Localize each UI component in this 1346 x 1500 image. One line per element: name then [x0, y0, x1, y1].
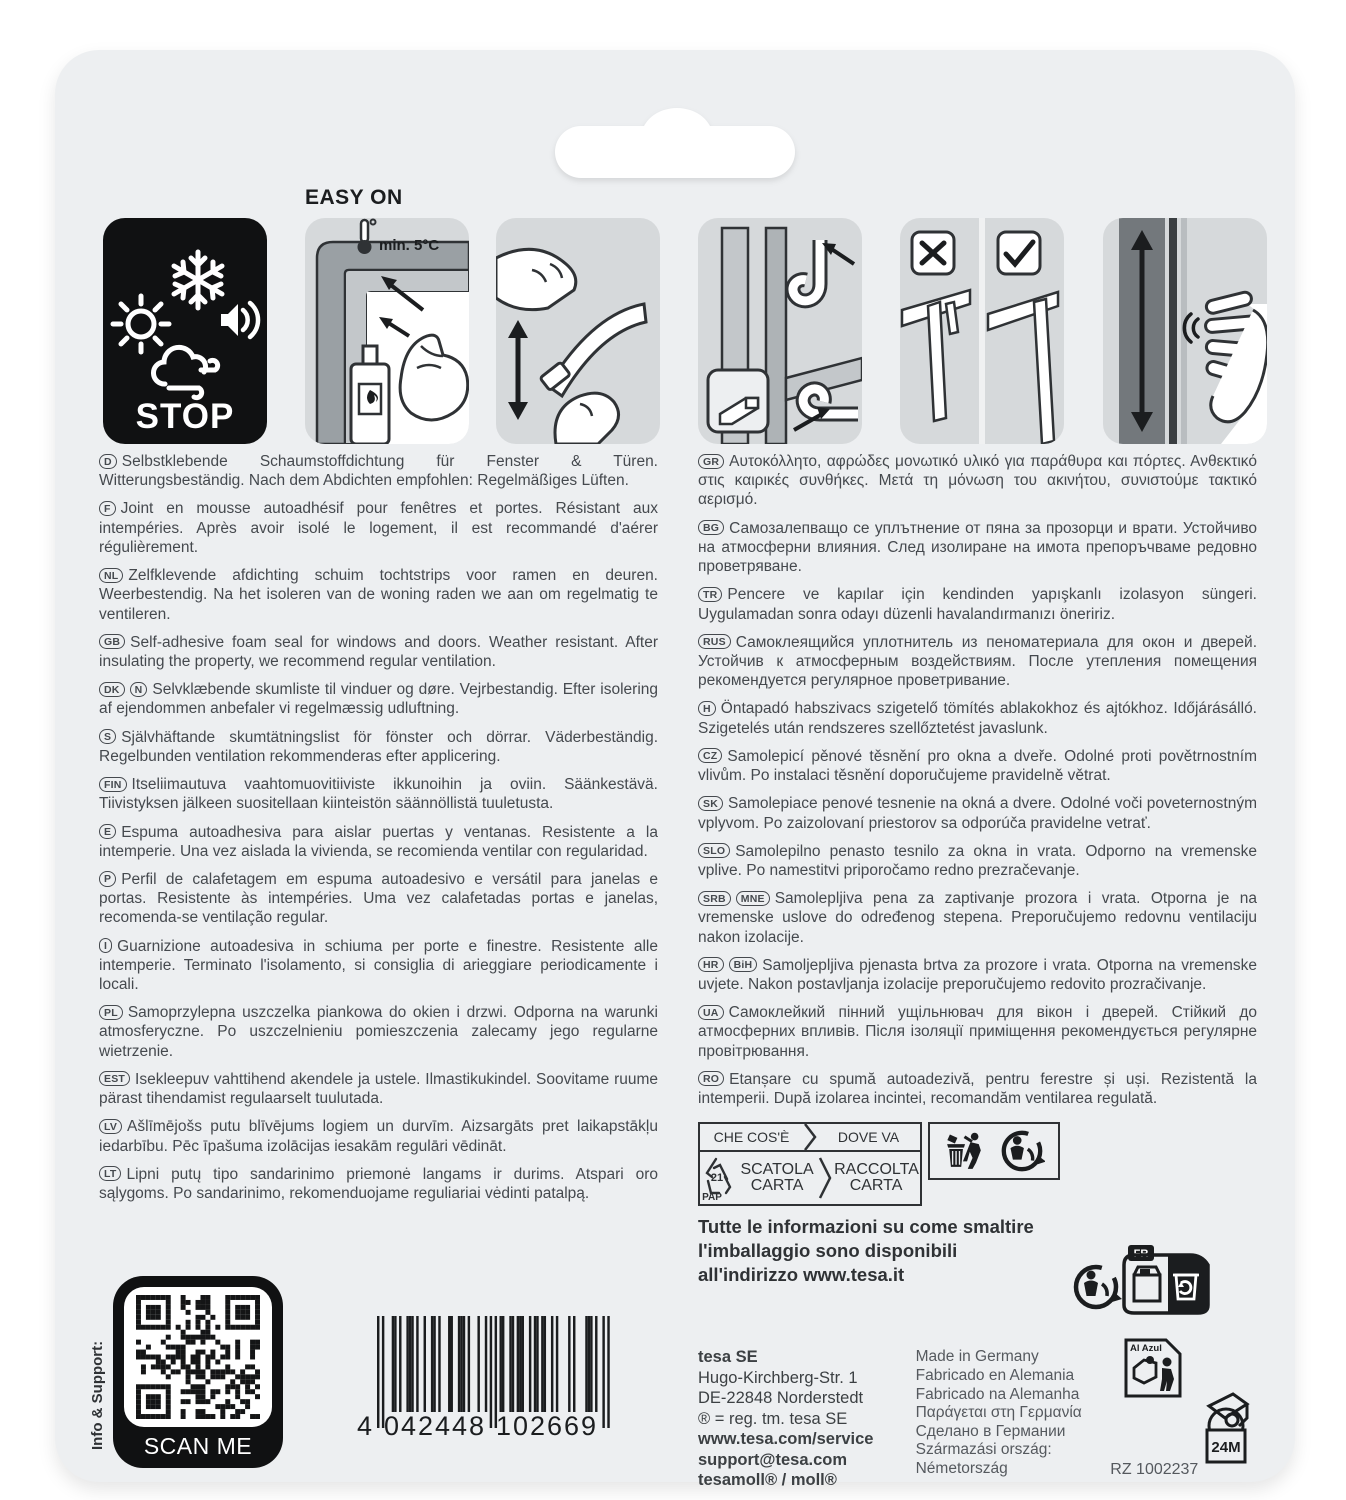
- package-icon: [1134, 1267, 1160, 1301]
- chevron-divider-icon: [803, 1124, 817, 1150]
- language-code-badge: PL: [99, 1005, 123, 1020]
- made-in-line: Származási ország:: [915, 1441, 1052, 1459]
- tidyman-litter-icon: [943, 1129, 987, 1173]
- disposal-what-header: CHE COS'È: [713, 1129, 790, 1145]
- language-code-badge: UA: [698, 1005, 724, 1020]
- language-code-badges: [698, 520, 729, 537]
- triman-and-fr-bin-icon: [1072, 1243, 1222, 1325]
- disposal-where-value: RACCOLTA CARTA: [834, 1160, 919, 1195]
- upper-hand-icon: [496, 249, 576, 309]
- address-line: support@tesa.com: [698, 1450, 848, 1469]
- language-code-badges: [99, 824, 121, 841]
- qr-code: [124, 1287, 272, 1427]
- language-code-badges: [99, 776, 132, 793]
- language-code-badge: N: [130, 682, 148, 697]
- language-text: Samolepljiva pena za zaptivanje prozora i vrata. Otporna je na vremenske uslove do određenog stepena. Preporučujemo redovnu ventilaciju nakon izolacije.: [698, 890, 1257, 946]
- checking-hand-icon: [1205, 291, 1267, 444]
- language-paragraph: [99, 452, 658, 490]
- made-in-line: Made in Germany: [915, 1348, 1039, 1366]
- language-paragraph: [99, 566, 658, 624]
- language-code-badge: BiH: [729, 957, 758, 972]
- language-code-badges: [698, 957, 762, 974]
- rz-registration-number: RZ 1002237: [1110, 1461, 1199, 1479]
- language-code-badges: [698, 843, 735, 860]
- language-code-badge: DK: [99, 682, 125, 697]
- language-code-badge: TR: [698, 587, 722, 602]
- language-code-badges: [698, 1004, 729, 1021]
- language-code-badge: D: [99, 454, 117, 469]
- seal-loop-top: [793, 240, 820, 301]
- right-side: [988, 232, 1058, 444]
- language-code-badge: SRB: [698, 891, 731, 906]
- language-paragraph: [99, 823, 658, 861]
- language-code-badge: LV: [99, 1119, 122, 1134]
- wind-cloud-icon: [153, 347, 217, 397]
- language-text: Etanșare cu spumă autoadezivă, pentru ferestre și uși. Rezistentă la intemperii. După izolarea incintei, recomandăm ventilarea regulată.: [698, 1070, 1257, 1108]
- language-paragraph: [698, 633, 1257, 691]
- language-paragraph: [698, 585, 1257, 623]
- language-text: Samoljepljiva pjenasta brtva za prozore i vrata. Otporna na vremenske uvjete. Nakon postavljanja izolacije preporučujemo redovito prozračivanje.: [698, 956, 1257, 994]
- language-code-badges: [99, 634, 130, 651]
- language-code-badge: MNE: [736, 891, 770, 906]
- language-code-badge: I: [99, 938, 112, 953]
- language-paragraph: [99, 499, 658, 557]
- step2-pictogram: [496, 218, 660, 444]
- language-text: Isekleepuv vahttihend akendele ja ustele. Ilmastikukindel. Soovitame ruume pärast tihendamist regulaarselt tuulutada.: [99, 1070, 658, 1108]
- shelf-life-label: 24M: [1211, 1439, 1241, 1457]
- qr-code-badge: [113, 1276, 283, 1468]
- manufacturer-footer: [698, 1343, 1257, 1491]
- made-in-line: Παράγεται στη Γερμανία: [915, 1404, 1082, 1422]
- disposal-icons-box: [928, 1122, 1060, 1180]
- language-code-badge: EST: [99, 1071, 130, 1086]
- chevron-divider-icon: [818, 1152, 832, 1204]
- box-and-person-icon: [1134, 1356, 1174, 1391]
- language-paragraph: [99, 728, 658, 766]
- language-code-badges: [99, 938, 117, 955]
- language-text: Self-adhesive foam seal for windows and doors. Weather resistant. After insulating the property, we recommend regular ventilation.: [99, 633, 658, 670]
- disposal-what-value: SCATOLA CARTA: [740, 1160, 814, 1195]
- language-code-badges: [698, 795, 728, 812]
- triman-fr-icons: [1072, 1243, 1222, 1330]
- clean-frame-above-5c-icon: [305, 218, 469, 444]
- language-code-badge: SLO: [698, 843, 730, 858]
- language-text: Самоклеящийся уплотнитель из пеноматериала для окон и дверей. Устойчив к атмосферным воздействиям. После утепления помещения рекомендуется регулярное проветривание.: [698, 633, 1257, 690]
- euro-hang-hole: [555, 108, 795, 178]
- lower-hand-icon: [555, 393, 619, 444]
- language-code-badges: [698, 634, 736, 651]
- language-text: Samoprzylepna uszczelka piankowa do okien i drzwi. Odporna na warunki atmosferyczne. Po uszczelnieniu pomieszczenia zalecamy jego regularne wietrzenie.: [99, 1004, 658, 1060]
- language-code-badge: RO: [698, 1071, 724, 1086]
- language-code-badge: FIN: [99, 777, 127, 792]
- language-paragraph: [698, 747, 1257, 785]
- language-paragraph: [99, 1070, 658, 1108]
- language-text: Самозалепващо се уплътнение от пяна за прозорци и врати. Устойчиво на атмосферни влияния. След изолиране на имота препоръчваме редовно проветряване.: [698, 519, 1257, 576]
- language-text: Selvklæbende skumliste til vinduer og døre. Vejrbestandig. Efter isolering af ejendommen anbefaler vi regelmæssig udluftning.: [99, 681, 658, 718]
- language-paragraph: [698, 842, 1257, 880]
- address-line: Hugo-Kirchberg-Str. 1: [698, 1368, 858, 1387]
- certification-marks: [1110, 1343, 1257, 1483]
- language-code-badges: [698, 700, 721, 717]
- language-code-badge: S: [99, 729, 116, 744]
- address-line: ® = reg. tm. tesa SE: [698, 1409, 848, 1428]
- ean-barcode: [357, 1316, 617, 1442]
- language-text: Samolepiace penové tesnenie na okná a dvere. Odolné voči poveternostným vplyvom. Po zaizolovaní priestorov sa odporúča pravidelne vetrať.: [698, 795, 1257, 832]
- language-paragraph: [698, 1003, 1257, 1061]
- language-code-badge: HR: [698, 957, 724, 972]
- language-text: Joint en mousse autoadhésif pour fenêtres et portes. Résistant aux intempéries. Après avoir isolé le logement, il est recommandé d'aérer régulièrement.: [99, 500, 658, 556]
- language-code-badge: RUS: [698, 634, 731, 649]
- manufacturer-address: [698, 1348, 916, 1491]
- fr-label: FR: [1133, 1248, 1149, 1261]
- language-text: Guarnizione autoadesiva in schiuma per porte e finestre. Resistente alle intemperie. Terminato l'isolamento, si consiglia di arieggiare periodicamente i locali.: [99, 937, 658, 994]
- language-text: Lipni putų tipo sandarinimo priemonė langams ir durims. Atspari oro sąlygoms. Po sandarinimo, rekomenduojame reguliariai vėdinti patalpą.: [99, 1165, 658, 1202]
- language-code-badge: GB: [99, 634, 125, 649]
- disposal-note: Tutte le informazioni su come smaltire l'imballaggio sono disponibili all'indirizzo www.tesa.it: [698, 1216, 1034, 1286]
- stop-icons: [103, 218, 267, 444]
- noise-speaker-icon: [221, 303, 258, 337]
- material-abbr: PAP: [702, 1192, 722, 1202]
- language-code-badges: [99, 681, 152, 698]
- address-line: tesa SE: [698, 1348, 758, 1367]
- language-code-badges: [99, 567, 128, 584]
- min-temp-label: min. 5°C: [379, 237, 440, 254]
- language-text: Samolepilno penasto tesnilo za okna in vrata. Odporno na vremenske vplive. Po namestitvi priporočamo redno prezračevanje.: [698, 842, 1257, 879]
- shelf-life-roll-box-icon: [1199, 1386, 1257, 1466]
- foam-cross-section-inset: [708, 370, 768, 432]
- language-paragraph: [698, 889, 1257, 947]
- language-paragraph: [99, 680, 658, 718]
- language-code-badge: F: [99, 501, 116, 516]
- language-text: Αυτοκόλλητο, αφρώδες μονωτικό υλικό για παράθυρα και πόρτες. Ανθεκτικό στις καιρικές συνθήκες. Μετά τη μόνωση του ακινήτου, συνιστούμε τακτικό αερισμό.: [698, 453, 1257, 509]
- recycling-person-circle-icon: [999, 1128, 1045, 1174]
- step5-pictogram: [1103, 218, 1267, 444]
- language-code-badge: GR: [698, 454, 724, 469]
- seal-loop-bottom: [803, 389, 858, 414]
- disposal-info: [698, 1122, 1257, 1491]
- language-code-badges: [99, 1118, 127, 1135]
- language-paragraph: [698, 519, 1257, 577]
- language-paragraph: [698, 956, 1257, 994]
- language-paragraph: [99, 1003, 658, 1061]
- language-code-badges: [698, 586, 727, 603]
- paper-recycling-code-icon: [700, 1155, 736, 1201]
- stretch-arrow-icon: [508, 320, 528, 420]
- language-text: Espuma autoadhesiva para aislar puertas y ventanas. Resistente a la intemperie. Una vez aislada la vivienda, se recomienda ventilar con regularidad.: [99, 823, 658, 860]
- address-line: DE-22848 Norderstedt: [698, 1389, 864, 1408]
- address-line: tesamoll® / moll®: [698, 1471, 837, 1490]
- foam-strip: [540, 304, 646, 396]
- language-code-badge: E: [99, 824, 116, 839]
- right-text-column: [698, 452, 1257, 1492]
- stretch-foam-strip-icon: [496, 218, 660, 444]
- language-text: Öntapadó habszivacs szigetelő tömítés ablakokhoz és ajtókhoz. Időjárásálló. Szigetelés után rendszeres szellőztetést javaslunk.: [698, 700, 1257, 737]
- language-code-badge: NL: [99, 568, 123, 583]
- made-in-line: Németország: [915, 1459, 1008, 1477]
- language-code-badges: [99, 1166, 126, 1183]
- triman-icon: [1076, 1267, 1122, 1307]
- barcode-digit-group: 4: [357, 1411, 373, 1441]
- language-code-badges: [698, 890, 775, 907]
- fr-packaging-bin-icon: [1124, 1245, 1208, 1313]
- language-paragraph: [698, 1070, 1257, 1108]
- language-text: Zelfklevende afdichting schuim tochtstrips voor ramen en deuren. Weerbestendig. Na het isoleren van de woning raden we aan om regelmatig te ventileren.: [99, 567, 658, 623]
- easy-on-label: EASY ON: [305, 186, 403, 209]
- address-line: www.tesa.com/service: [698, 1430, 874, 1449]
- language-text: Samolepicí pěnové těsnění pro okna a dveře. Odolné proti povětrnostním vlivům. Po instalaci těsnění doporučujeme pravidelně větrat.: [698, 747, 1257, 785]
- language-code-badge: BG: [698, 520, 724, 535]
- material-code: 21: [710, 1172, 724, 1185]
- language-text: Perfil de calafetagem em espuma autoadesivo e versátil para janelas e portas. Resistente às intempéries. Uma vez calafetadas portas e janelas, recomenda-se ventilação regular.: [99, 870, 658, 927]
- language-code-badges: [99, 500, 121, 517]
- language-paragraph: [99, 633, 658, 671]
- language-text: Selbstklebende Schaumstoffdichtung für Fenster & Türen. Witterungsbeständig. Nach dem Abdichten empfohlen: Regelmäßiges Lüften.: [99, 453, 658, 490]
- step4-pictogram: [900, 218, 1064, 444]
- scan-me-label: SCAN ME: [143, 1433, 253, 1459]
- language-code-badges: [698, 1071, 729, 1088]
- language-paragraph: [99, 937, 658, 995]
- made-in-line: Fabricado en Alemania: [915, 1366, 1075, 1384]
- barcode-digit-group: 102669: [495, 1411, 599, 1441]
- language-text: Pencere ve kapılar için kendinden yapışkanlı izolasyon süngeri. Uygulamadan sonra odayı düzenli havalandırmanızı öneririz.: [698, 586, 1257, 623]
- qr-code-pattern: [136, 1295, 260, 1419]
- language-code-badges: [99, 871, 121, 888]
- right-paragraphs: [698, 452, 1257, 1108]
- al-azul-disposal-icon: [1122, 1336, 1184, 1400]
- language-code-badges: [99, 453, 122, 470]
- language-paragraph: [99, 1165, 658, 1203]
- language-paragraph: [698, 699, 1257, 737]
- snowflake-icon: [174, 252, 222, 308]
- language-paragraph: [99, 1117, 658, 1155]
- language-code-badges: [99, 729, 121, 746]
- language-paragraph: [99, 870, 658, 928]
- language-text: Itseliimautuva vaahtomuovitiiviste ikkunoihin ja oviin. Säänkestävä. Tiivistyksen jälkeen suositellaan kiinteistön säännöllistä tuuletusta.: [99, 776, 658, 813]
- stop-label: STOP: [135, 397, 235, 436]
- packaging-card: [55, 50, 1295, 1490]
- made-in-line: Fabricado na Alemanha: [915, 1385, 1080, 1403]
- language-code-badges: [99, 1004, 128, 1021]
- language-code-badges: [99, 1071, 135, 1088]
- language-paragraph: [99, 775, 658, 813]
- apply-seal-in-frame-icon: [698, 218, 862, 444]
- language-paragraph: [698, 794, 1257, 832]
- barcode-digits: [357, 1411, 617, 1442]
- step3-pictogram: [698, 218, 862, 444]
- disposal-table: [698, 1122, 922, 1206]
- wrong-vs-right-icon: [900, 218, 1064, 444]
- check-sealed-gap-icon: [1103, 218, 1267, 444]
- barcode-digit-group: 042448: [383, 1411, 487, 1441]
- language-code-badge: P: [99, 871, 116, 886]
- language-text: Самоклейкий пінний ущільнювач для вікон і дверей. Стійкий до атмосферних впливів. Після ізоляції приміщення рекомендується регулярне провітрювання.: [698, 1004, 1257, 1060]
- disposal-where-header: DOVE VA: [837, 1129, 900, 1145]
- language-code-badge: LT: [99, 1166, 121, 1181]
- language-code-badges: [698, 453, 729, 470]
- info-support-label: Info & Support:: [89, 1340, 106, 1450]
- language-code-badge: H: [698, 701, 716, 716]
- language-code-badge: SK: [698, 796, 723, 811]
- sun-icon: [113, 296, 169, 352]
- language-text: Ašlīmējošs putu blīvējums logiem un durvīm. Aizsargāts pret laikapstākļu iedarbību. Pēc īpašuma izolācijas iesakām regulāri vēdināt.: [99, 1118, 658, 1155]
- al-azul-label: Al Azul: [1130, 1343, 1163, 1355]
- wrong-side: [902, 232, 970, 421]
- language-paragraph: [698, 452, 1257, 510]
- stop-badge: [103, 218, 267, 444]
- made-in-block: [916, 1348, 1111, 1491]
- made-in-line: Сделано в Германии: [915, 1422, 1066, 1440]
- step1-pictogram: [305, 218, 469, 444]
- language-code-badge: CZ: [698, 748, 722, 763]
- language-text: Självhäftande skumtätningslist för fönster och dörrar. Väderbeständig. Regelbunden ventilation rekommenderas efter applicering.: [99, 728, 658, 765]
- language-code-badges: [698, 748, 727, 765]
